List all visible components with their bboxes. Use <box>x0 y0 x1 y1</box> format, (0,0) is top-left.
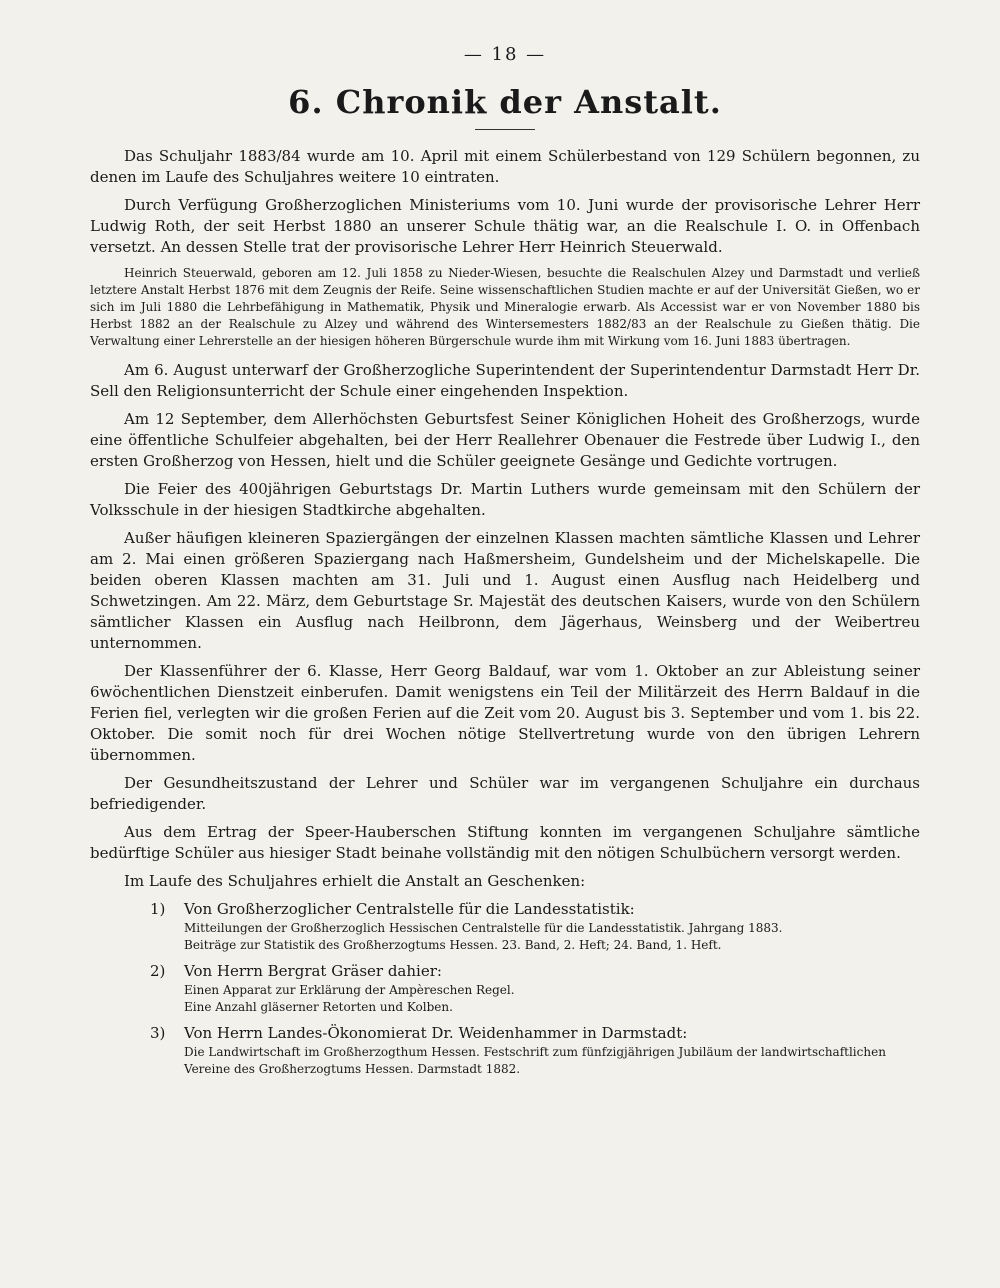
gift-line: Eine Anzahl gläserner Retorten und Kolben. <box>184 1000 453 1014</box>
paragraph-teacher-change: Durch Verfügung Großherzoglichen Ministeriums vom 10. Juni wurde der provisorische Lehrer Herr Ludwig Roth, der seit Herbst 1880 an unserer Schule thätig war, an die Realschule I. O. in Offenbach versetzt. An dessen Stelle trat der provisorische Lehrer Herr Heinrich Steuerwald. <box>90 196 920 256</box>
gift-number: 2) <box>150 962 166 980</box>
paragraph-inspection: Am 6. August unterwarf der Großherzogliche Superintendent der Superintendentur Darmstadt Herr Dr. Sell den Religionsunterricht der Schule einer eingehenden Inspektion. <box>90 361 920 400</box>
paragraph-foundation: Aus dem Ertrag der Speer-Hauberschen Stiftung konnten im vergangenen Schuljahre sämtliche bedürftige Schüler aus hiesiger Stadt beinahe vollständig mit den nötigen Schulbüchern versorgt werden. <box>90 823 920 862</box>
paragraph-military-service: Der Klassenführer der 6. Klasse, Herr Georg Baldauf, war vom 1. Oktober an zur Ableistung seiner 6wöchentlichen Dienstzeit einberufen. Damit wenigstens ein Teil der Militärzeit des Herrn Baldauf in die Ferien fiel, verlegten wir die großen Ferien auf die Zeit vom 20. August bis 3. September und vom 1. bis 22. Oktober. Die somit noch für drei Wochen nötige Stellvertretung wurde von den übrigen Lehrern übernommen. <box>90 662 920 764</box>
section-title: 6. Chronik der Anstalt. <box>288 83 722 121</box>
gift-line: Einen Apparat zur Erklärung der Ampèreschen Regel. <box>184 983 515 997</box>
document-page <box>90 44 920 1085</box>
paragraph-school-celebration: Am 12 September, dem Allerhöchsten Geburtsfest Seiner Königlichen Hoheit des Großherzogs, wurde eine öffentliche Schulfeier abgehalten, bei der Herr Reallehrer Obenauer die Festrede über Ludwig I., den ersten Großherzog von Hessen, hielt und die Schüler geeignete Gesänge und Gedichte vortrugen. <box>90 410 920 470</box>
paragraph-health: Der Gesundheitszustand der Lehrer und Schüler war im vergangenen Schuljahre ein durchaus befriedigender. <box>90 774 920 813</box>
gift-number: 1) <box>150 900 166 918</box>
paragraph-school-year: Das Schuljahr 1883/84 wurde am 10. April mit einem Schülerbestand von 129 Schülern begonnen, zu denen im Laufe des Schuljahres weitere 10 eintraten. <box>90 147 920 186</box>
paragraph-gifts-intro: Im Laufe des Schuljahres erhielt die Anstalt an Geschenken: <box>124 872 586 890</box>
paragraph-luther-anniversary: Die Feier des 400jährigen Geburtstags Dr. Martin Luthers wurde gemeinsam mit den Schülern der Volksschule in der hiesigen Stadtkirche abgehalten. <box>90 480 920 519</box>
gift-number: 3) <box>150 1024 166 1042</box>
gift-donor: Von Herrn Bergrat Gräser dahier: <box>184 962 442 980</box>
gift-line: Mitteilungen der Großherzoglich Hessischen Centralstelle für die Landesstatistik. Jahrgang 1883. <box>184 921 783 935</box>
title-divider <box>475 129 535 130</box>
biography-note: Heinrich Steuerwald, geboren am 12. Juli 1858 zu Nieder-Wiesen, besuchte die Realschulen Alzey und Darmstadt und verließ letztere Anstalt Herbst 1876 mit dem Zeugnis der Reife. Seine wissenschaftlichen Studien machte er auf der Universität Gießen, wo er sich im Juli 1880 die Lehrbefähigung in Mathematik, Physik und Mineralogie erwarb. Als Accessist war er von November 1880 bis Herbst 1882 an der Realschule zu Alzey und während des Wintersemesters 1882/83 an der Realschule zu Gießen thätig. Die Verwaltung einer Lehrerstelle an der hiesigen höheren Bürgerschule wurde ihm mit Wirkung vom 16. Juni 1883 übertragen. <box>90 266 920 348</box>
paragraph-excursions: Außer häufigen kleineren Spaziergängen der einzelnen Klassen machten sämtliche Klassen und Lehrer am 2. Mai einen größeren Spaziergang nach Haßmersheim, Gundelsheim und der Michelskapelle. Die beiden oberen Klassen machten am 31. Juli und 1. August einen Ausflug nach Heidelberg und Schwetzingen. Am 22. März, dem Geburtstage Sr. Majestät des deutschen Kaisers, wurde von den Schülern sämtlicher Klassen ein Ausflug nach Heilbronn, dem Jägerhaus, Weinsberg und der Weibertreu unternommen. <box>90 529 920 652</box>
gift-list <box>90 899 920 1078</box>
gift-donor: Von Großherzoglicher Centralstelle für die Landesstatistik: <box>184 900 635 918</box>
gift-item <box>90 899 920 954</box>
gift-line: Beiträge zur Statistik des Großherzogtums Hessen. 23. Band, 2. Heft; 24. Band, 1. Heft. <box>184 938 722 952</box>
gift-line: Die Landwirtschaft im Großherzogthum Hessen. Festschrift zum fünfzigjährigen Jubiläum der landwirtschaftlichen Vereine des Großherzogtums Hessen. Darmstadt 1882. <box>184 1045 886 1076</box>
gift-item <box>90 961 920 1016</box>
gift-item <box>90 1023 920 1078</box>
gift-donor: Von Herrn Landes-Ökonomierat Dr. Weidenhammer in Darmstadt: <box>184 1024 688 1042</box>
page-number: — 18 — <box>463 44 547 65</box>
